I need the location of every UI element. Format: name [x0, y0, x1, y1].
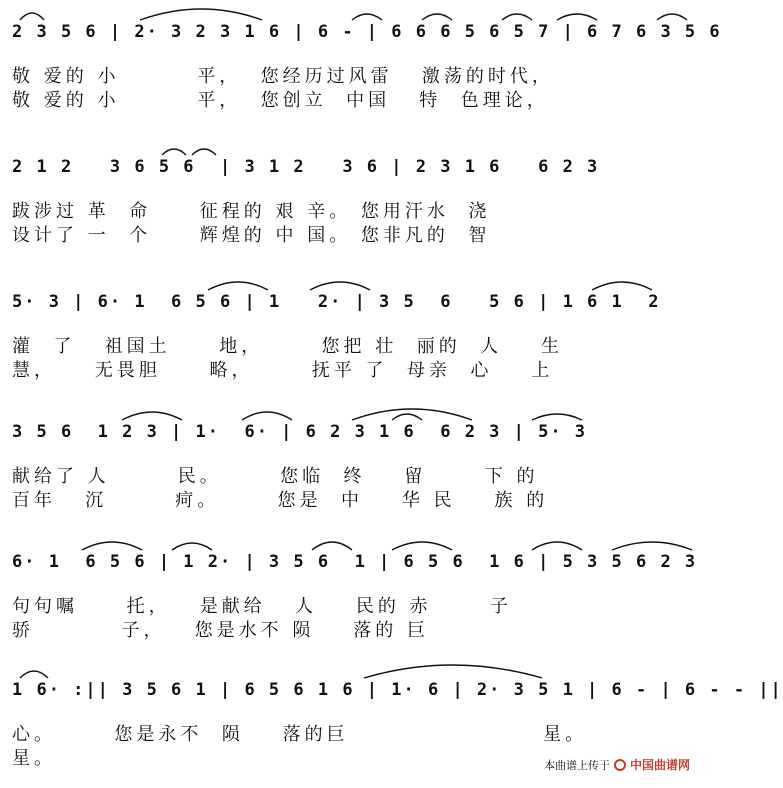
lyric-verse-1: 跋涉过 革 命 征程的 艰 辛。 您用汗水 浇 [12, 201, 491, 222]
score-row-4 [0, 400, 700, 530]
notes-line: 5· 3 | 6· 1 6 5 6 | 1 2· | 3 5 6 5 6 | 1 6 1 2 [12, 292, 661, 312]
upload-footer [544, 756, 690, 773]
lyric-verse-1: 献给了 人 民。 您临 终 留 下 的 [12, 466, 539, 487]
notes-line: 2 3 5 6 | 2· 3 2 3 1 6 | 6 - | 6 6 6 5 6 5 7 | 6 7 6 3 5 6 [12, 22, 722, 42]
lyric-verse-1: 灌 了 祖国土 地， 您把 壮 丽的 人 生 [12, 336, 564, 357]
score-row-5 [0, 530, 700, 660]
lyric-verse-2: 慧， 无畏胆 略， 抚平 了 母亲 心 上 [12, 360, 554, 381]
lyric-verse-2: 骄 子， 您是水不 陨 落的 巨 [12, 620, 429, 641]
lyric-verse-2: 设计了 一 个 辉煌的 中 国。 您非凡的 智 [12, 225, 491, 246]
site-logo-icon [614, 759, 626, 771]
site-name[interactable]: 中国曲谱网 [629, 758, 690, 772]
notes-line: 3 5 6 1 2 3 | 1· 6· | 6 2 3 1 6 6 2 3 | 5· 3 [12, 422, 588, 442]
upload-text: 本曲谱上传于 [543, 758, 610, 772]
lyric-verse-2: 敬 爱的 小 平， 您创立 中国 特 色理论， [12, 90, 549, 111]
score-row-1 [0, 0, 722, 130]
notes-line: 2 1 2 3 6 5 6 | 3 1 2 3 6 | 2 3 1 6 6 2 3 [12, 157, 600, 177]
lyric-verse-2: 百年 沉 疴。 您是 中 华 民 族 的 [12, 490, 549, 511]
lyric-verse-2: 星。 [12, 748, 56, 769]
score-row-3 [0, 270, 700, 400]
notes-line: 1 6· :|| 3 5 6 1 | 6 5 6 1 6 | 1· 6 | 2· 3 5 1 | 6 - | 6 - - || [12, 680, 783, 700]
score-row-2 [0, 135, 700, 265]
lyric-verse-1: 敬 爱的 小 平， 您经历过风雷 激荡的时代， [12, 66, 554, 87]
lyric-verse-1: 句句嘱 托， 是献给 人 民的 赤 子 [12, 596, 512, 617]
lyric-verse-1: 心。 您是永不 陨 落的巨 星。 [12, 724, 588, 745]
notes-line: 6· 1 6 5 6 | 1 2· | 3 5 6 1 | 6 5 6 1 6 | 5 3 5 6 2 3 [12, 552, 698, 572]
